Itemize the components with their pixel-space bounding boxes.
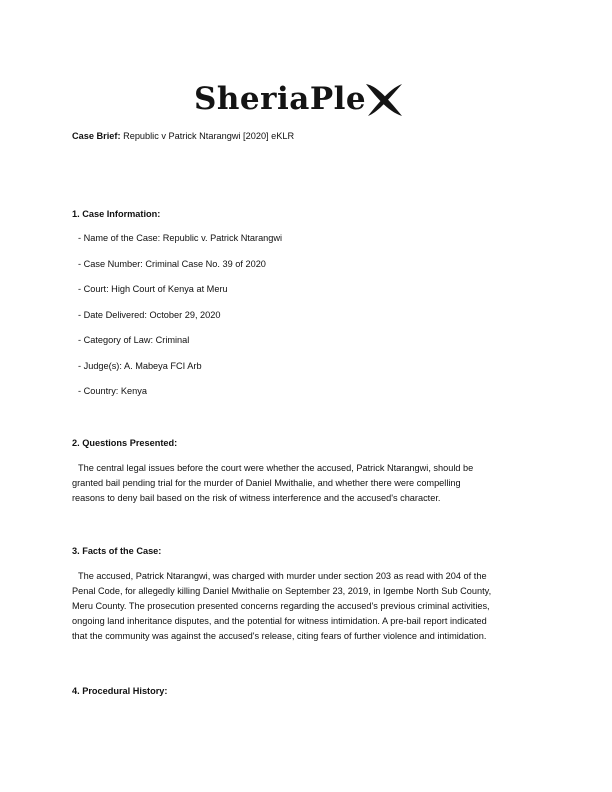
section-heading-facts: 3. Facts of the Case: [72,546,162,556]
paragraph-line: Penal Code, for allegedly killing Daniel Mwithalie on September 23, 2019, in Igembe North Sub County, [72,586,492,596]
list-item: - Name of the Case: Republic v. Patrick Ntarangwi [78,233,283,243]
case-brief-label: Case Brief: [72,131,121,141]
list-item: - Case Number: Criminal Case No. 39 of 2020 [78,258,266,269]
paragraph-line: The central legal issues before the court were whether the accused, Patrick Ntarangwi, should be [78,463,474,473]
case-brief-line [72,130,294,142]
paragraph-line: that the community was against the accused's release, citing fears of further violence and intimidation. [72,631,487,641]
section-heading-questions-presented: 2. Questions Presented: [72,438,178,448]
paragraph-line: ongoing land inheritance disputes, and the potential for witness intimidation. A pre-bail report indicated [72,616,487,626]
logo-wordmark: SheriaPle [194,80,367,117]
case-brief-title: Republic v Patrick Ntarangwi [2020] eKLR [120,131,295,141]
questions-paragraph [72,461,542,506]
section-heading-case-information: 1. Case Information: [72,209,161,219]
list-item: - Court: High Court of Kenya at Meru [78,284,228,294]
list-item: - Country: Kenya [78,386,147,396]
case-information-list [78,232,282,411]
logo-x-icon [364,82,404,118]
list-item: - Date Delivered: October 29, 2020 [78,309,221,320]
sheriaplex-logo [194,78,422,120]
paragraph-line: The accused, Patrick Ntarangwi, was charged with murder under section 203 as read with 204 of the [78,571,487,581]
list-item: - Judge(s): A. Mabeya FCI Arb [78,360,202,371]
paragraph-line: Meru County. The prosecution presented concerns regarding the accused's previous criminal activities, [72,601,490,611]
section-heading-procedural-history: 4. Procedural History: [72,686,168,696]
list-item: - Category of Law: Criminal [78,335,190,345]
paragraph-line: reasons to deny bail based on the risk of witness interference and the accused's character. [72,493,441,503]
paragraph-line: granted bail pending trial for the murder of Daniel Mwithalie, and whether there were compelling [72,478,461,488]
facts-paragraph [72,569,542,644]
